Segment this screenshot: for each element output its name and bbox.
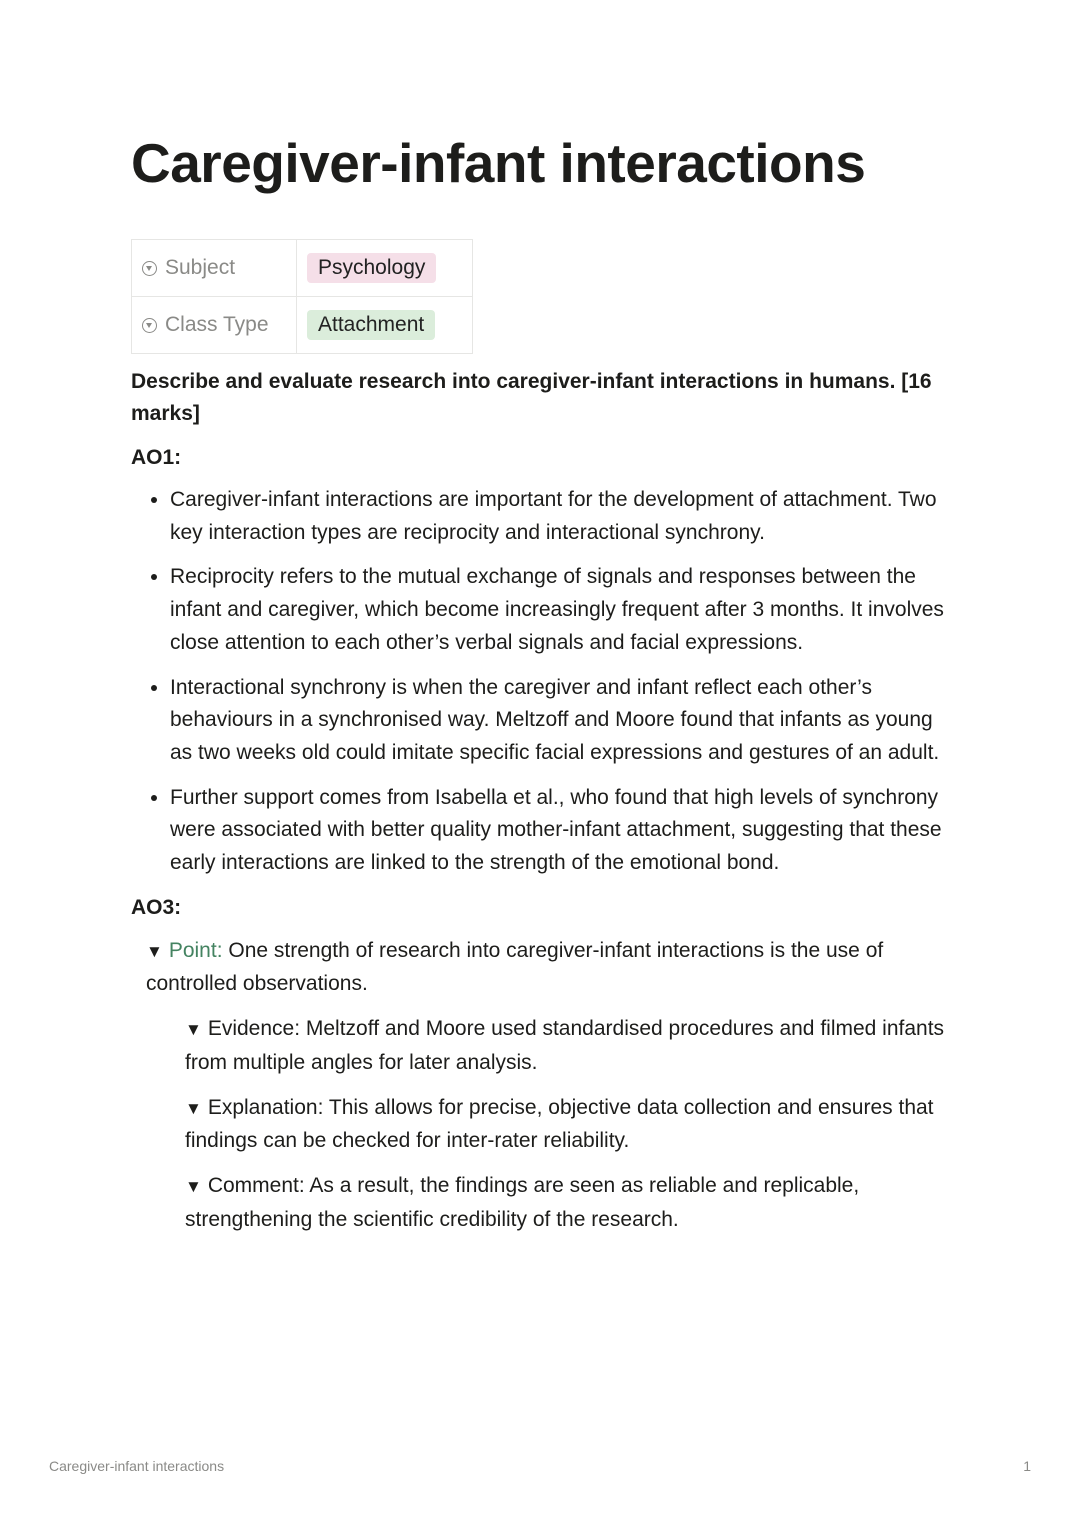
properties-table [131,239,473,354]
toggle-triangle-icon[interactable]: ▼ [185,1176,202,1196]
toggle-text: Explanation: This allows for precise, objective data collection and ensures that findings can be checked for inter-rater reliability. [185,1095,934,1153]
property-label-text: Class Type [165,313,269,336]
toggle-evidence[interactable] [131,1013,956,1079]
toggle-triangle-icon[interactable]: ▼ [185,1020,202,1040]
ao3-heading: AO3: [131,895,182,919]
property-label [132,240,297,297]
page-content [131,128,956,1236]
subject-tag[interactable]: Psychology [307,253,436,283]
property-label [132,297,297,354]
toggle-triangle-icon[interactable]: ▼ [185,1098,202,1118]
list-item: • Interactional synchrony is when the caregiver and infant reflect each other’s behaviours in a synchronised way. Meltzoff and Moore found that infants as young as two weeks old could imitate specific facial expressions and gestures of an adult. [170,672,956,770]
select-property-icon [142,261,157,276]
property-label-text: Subject [165,256,236,279]
ao1-list [131,484,956,880]
toggle-text: Comment: As a result, the findings are seen as reliable and replicable, strengthening the scientific credibility of the research. [185,1173,860,1231]
property-row-class-type [132,297,473,354]
select-property-icon [142,318,157,333]
toggle-comment[interactable] [131,1170,956,1236]
page-number: 1 [1023,1458,1031,1474]
question: Describe and evaluate research into caregiver-infant interactions in humans. [16 marks] [131,370,932,425]
toggle-point[interactable] [131,935,956,1001]
list-item: • Further support comes from Isabella et al., who found that high levels of synchrony were associated with better quality mother-infant attachment, suggesting that these early interactions are linked to the strength of the emotional bond. [170,782,956,880]
list-item: • Caregiver-infant interactions are important for the development of attachment. Two key interaction types are reciprocity and interactional synchrony. [170,484,956,549]
toggle-text: Evidence: Meltzoff and Moore used standardised procedures and filmed infants from multiple angles for later analysis. [185,1017,945,1074]
toggle-explanation[interactable] [131,1092,956,1158]
toggle-triangle-icon[interactable]: ▼ [146,941,163,961]
ao1-heading: AO1: [131,446,182,469]
class-type-tag[interactable]: Attachment [307,310,435,340]
list-item: • Reciprocity refers to the mutual exchange of signals and responses between the infant and caregiver, which become increasingly frequent after 3 months. It involves close attention to each other’s verbal signals and facial expressions. [170,561,956,659]
point-label: Point: [168,938,223,962]
footer-title: Caregiver-infant interactions [49,1458,225,1474]
property-row-subject [132,240,473,297]
page-title: Caregiver-infant interactions [131,132,866,194]
point-text: One strength of research into caregiver-infant interactions is the use of controlled observations. [146,938,884,996]
